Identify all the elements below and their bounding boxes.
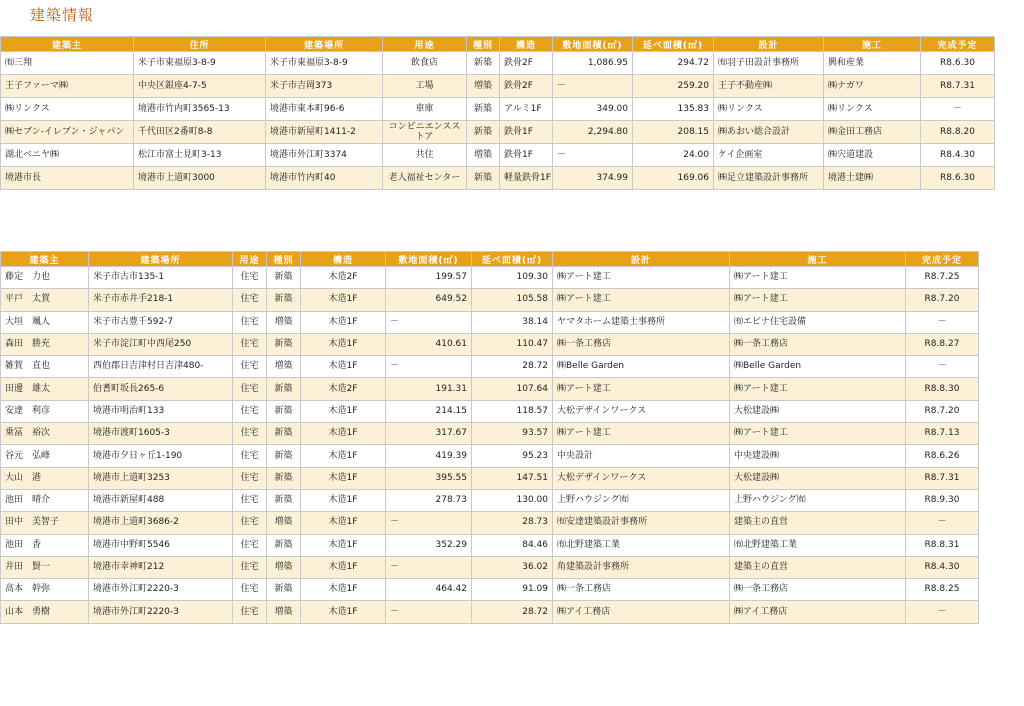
table-cell: 山本 勇樹 xyxy=(1,601,89,623)
table-cell: 池田 香 xyxy=(1,534,89,556)
table-cell: ㈱一条工務店 xyxy=(730,333,906,355)
table-cell: 住宅 xyxy=(233,489,267,511)
table-cell: ㈲三翔 xyxy=(1,52,134,75)
table-cell: 新築 xyxy=(267,579,301,601)
table-cell: ㈱足立建築設計事務所 xyxy=(714,167,824,190)
table-cell: 208.15 xyxy=(633,121,714,144)
table-row xyxy=(1,601,979,623)
table-cell: 新築 xyxy=(267,534,301,556)
table-cell: 王子ファーマ㈱ xyxy=(1,75,134,98)
table-cell: 118.57 xyxy=(472,400,553,422)
table-cell: R8.7.20 xyxy=(906,289,979,311)
column-header: 施工 xyxy=(730,252,906,267)
table-cell: ヤマタホーム建築士事務所 xyxy=(553,311,730,333)
table-cell: 安達 利彦 xyxy=(1,400,89,422)
table-row xyxy=(1,98,995,121)
table-cell: R8.8.30 xyxy=(906,378,979,400)
table-cell: 大松建設㈱ xyxy=(730,400,906,422)
table-cell: 317.67 xyxy=(386,423,472,445)
table-cell: R8.7.13 xyxy=(906,423,979,445)
column-header: 種別 xyxy=(267,252,301,267)
table-cell: 28.73 xyxy=(472,512,553,534)
table-cell: 車庫 xyxy=(383,98,467,121)
table-cell: 乗冨 裕次 xyxy=(1,423,89,445)
table-cell: 増築 xyxy=(467,75,500,98)
table-cell: 谷元 弘峰 xyxy=(1,445,89,467)
table-cell: 住宅 xyxy=(233,467,267,489)
table-cell: 増築 xyxy=(267,356,301,378)
table-cell: 伯耆町坂長265-6 xyxy=(89,378,233,400)
table-cell: 境港市上道町3686-2 xyxy=(89,512,233,534)
table-cell: 木造1F xyxy=(301,489,386,511)
table-cell: R8.8.25 xyxy=(906,579,979,601)
table-cell: 105.58 xyxy=(472,289,553,311)
table-cell: 新築 xyxy=(267,423,301,445)
table-cell: ㈱アイ工務店 xyxy=(553,601,730,623)
table-cell: R8.7.31 xyxy=(921,75,995,98)
table-cell: 平戸 太賀 xyxy=(1,289,89,311)
table-cell: ㈱アイ工務店 xyxy=(730,601,906,623)
column-header: 建築主 xyxy=(1,252,89,267)
table-cell: 池田 晴介 xyxy=(1,489,89,511)
table-row xyxy=(1,579,979,601)
table-cell: 199.57 xyxy=(386,267,472,289)
table-cell: 住宅 xyxy=(233,289,267,311)
table-cell: R8.6.30 xyxy=(921,167,995,190)
table-cell: 大松建設㈱ xyxy=(730,467,906,489)
table-cell: 建築主の直営 xyxy=(730,556,906,578)
table-cell: 大松デザインワークス xyxy=(553,467,730,489)
table-cell: ㈲安達建築設計事務所 xyxy=(553,512,730,534)
table-cell: 境港市外江町2220-3 xyxy=(89,579,233,601)
table-row xyxy=(1,445,979,467)
table-cell: 24.00 xyxy=(633,144,714,167)
table-cell: 境港市渡町1605-3 xyxy=(89,423,233,445)
table-cell: ㈲エビナ住宅設備 xyxy=(730,311,906,333)
table-cell: 興和産業 xyxy=(824,52,921,75)
page-title: 建築情報 xyxy=(30,6,95,24)
table-cell: 木造1F xyxy=(301,400,386,422)
table-cell: － xyxy=(921,98,995,121)
table-cell: 鉄骨2F xyxy=(500,75,553,98)
table-cell: 木造1F xyxy=(301,423,386,445)
table-row xyxy=(1,356,979,378)
table-cell: 新築 xyxy=(267,267,301,289)
table-cell: ㈱アート建工 xyxy=(730,267,906,289)
table-cell: 110.47 xyxy=(472,333,553,355)
table-cell: 649.52 xyxy=(386,289,472,311)
table-cell: 1,086.95 xyxy=(553,52,633,75)
table-cell: 増築 xyxy=(267,601,301,623)
table-cell: 増築 xyxy=(467,144,500,167)
table-cell: － xyxy=(386,512,472,534)
table-cell: 増築 xyxy=(267,556,301,578)
table-cell: 新築 xyxy=(267,333,301,355)
table-row xyxy=(1,267,979,289)
table-cell: 西伯郡日吉津村日吉津480- xyxy=(89,356,233,378)
table-cell: 建築主の直営 xyxy=(730,512,906,534)
column-header: 完成予定 xyxy=(906,252,979,267)
table-cell: － xyxy=(906,356,979,378)
table-cell: 28.72 xyxy=(472,356,553,378)
table-cell: 352.29 xyxy=(386,534,472,556)
table-cell: 大山 港 xyxy=(1,467,89,489)
table-cell: ㈲北野建築工業 xyxy=(730,534,906,556)
table-cell: 214.15 xyxy=(386,400,472,422)
column-header: 構造 xyxy=(301,252,386,267)
table-cell: 木造1F xyxy=(301,556,386,578)
table-cell: ㈱アート建工 xyxy=(553,289,730,311)
table-cell: 84.46 xyxy=(472,534,553,556)
table-cell: 349.00 xyxy=(553,98,633,121)
table-cell: ㈲北野建築工業 xyxy=(553,534,730,556)
column-header: 敷地面積(㎡) xyxy=(386,252,472,267)
column-header: 用途 xyxy=(233,252,267,267)
table-cell: 新築 xyxy=(467,52,500,75)
table-cell: R8.7.31 xyxy=(906,467,979,489)
table-cell: 新築 xyxy=(267,489,301,511)
table-cell: ㈱アート建工 xyxy=(730,378,906,400)
table-cell: 境港市明治町133 xyxy=(89,400,233,422)
table-cell: 田邊 雄太 xyxy=(1,378,89,400)
table-row xyxy=(1,333,979,355)
table-cell: 王子不動産㈱ xyxy=(714,75,824,98)
table-cell: 米子市淀江町中西尾250 xyxy=(89,333,233,355)
table-cell: 共住 xyxy=(383,144,467,167)
table-cell: 木造1F xyxy=(301,579,386,601)
table-cell: 住宅 xyxy=(233,579,267,601)
table-cell: 395.55 xyxy=(386,467,472,489)
table-cell: 新築 xyxy=(467,121,500,144)
column-header: 用途 xyxy=(383,37,467,52)
table-cell: R8.8.31 xyxy=(906,534,979,556)
table-cell: 境港市上道町3000 xyxy=(134,167,266,190)
table-cell: 木造1F xyxy=(301,512,386,534)
table-cell: － xyxy=(386,556,472,578)
table-cell: ㈱Belle Garden xyxy=(730,356,906,378)
column-header: 設計 xyxy=(714,37,824,52)
table-cell: － xyxy=(553,144,633,167)
table-row xyxy=(1,400,979,422)
table-cell: 米子市古豊千592-7 xyxy=(89,311,233,333)
table-row xyxy=(1,121,995,144)
table-cell: 419.39 xyxy=(386,445,472,467)
table-cell: 36.02 xyxy=(472,556,553,578)
table-cell: 新築 xyxy=(467,167,500,190)
table-cell: 259.20 xyxy=(633,75,714,98)
table-cell: － xyxy=(386,356,472,378)
table-cell: － xyxy=(386,311,472,333)
table-cell: 境港市中野町5546 xyxy=(89,534,233,556)
table-cell: ㈲羽子田設計事務所 xyxy=(714,52,824,75)
table-cell: 住宅 xyxy=(233,378,267,400)
table-row xyxy=(1,144,995,167)
table-cell: 湖北ベニヤ㈱ xyxy=(1,144,134,167)
table-cell: R8.8.20 xyxy=(921,121,995,144)
table-row xyxy=(1,512,979,534)
table-cell: 松江市富士見町3-13 xyxy=(134,144,266,167)
column-header: 種別 xyxy=(467,37,500,52)
table-cell: 木造1F xyxy=(301,467,386,489)
table-cell: 境港市竹内町3565-13 xyxy=(134,98,266,121)
table-cell: 増築 xyxy=(267,512,301,534)
table-header-row xyxy=(1,252,979,267)
table-cell: 高本 幹弥 xyxy=(1,579,89,601)
table-cell: 境港土建㈱ xyxy=(824,167,921,190)
table-cell: R8.8.27 xyxy=(906,333,979,355)
table-cell: 107.64 xyxy=(472,378,553,400)
table-cell: 住宅 xyxy=(233,356,267,378)
table-cell: アルミ1F xyxy=(500,98,553,121)
table-cell: 森田 勝充 xyxy=(1,333,89,355)
table-cell: ㈱一条工務店 xyxy=(553,579,730,601)
table-cell: 147.51 xyxy=(472,467,553,489)
table-cell: 新築 xyxy=(267,445,301,467)
table-cell: 境港市外江町2220-3 xyxy=(89,601,233,623)
table-cell: 上野ハウジング㈲ xyxy=(553,489,730,511)
column-header: 設計 xyxy=(553,252,730,267)
table-row xyxy=(1,467,979,489)
table-cell: － xyxy=(906,512,979,534)
table-cell: 374.99 xyxy=(553,167,633,190)
table-cell: R8.6.30 xyxy=(921,52,995,75)
column-header: 住所 xyxy=(134,37,266,52)
table-cell: ㈱一条工務店 xyxy=(730,579,906,601)
table-cell: 藤定 力也 xyxy=(1,267,89,289)
table-cell: 新築 xyxy=(267,400,301,422)
table-cell: ㈱リンクス xyxy=(1,98,134,121)
table-cell: 田中 美智子 xyxy=(1,512,89,534)
table-cell: 鉄骨1F xyxy=(500,144,553,167)
table-cell: 境港市上道町3253 xyxy=(89,467,233,489)
table-cell: ㈱アート建工 xyxy=(553,423,730,445)
column-header: 建築場所 xyxy=(89,252,233,267)
table-cell: 境港市長 xyxy=(1,167,134,190)
table-cell: ㈱アート建工 xyxy=(553,267,730,289)
table-cell: 大松デザインワークス xyxy=(553,400,730,422)
column-header: 建築主 xyxy=(1,37,134,52)
table-cell: 井田 賢一 xyxy=(1,556,89,578)
table-cell: 28.72 xyxy=(472,601,553,623)
table-cell: 木造2F xyxy=(301,378,386,400)
table-cell: 木造1F xyxy=(301,601,386,623)
table-cell: － xyxy=(906,311,979,333)
table-cell: 新築 xyxy=(267,289,301,311)
table-cell: 住宅 xyxy=(233,534,267,556)
table-cell: 中央区銀座4-7-5 xyxy=(134,75,266,98)
table-cell: 千代田区2番町8-8 xyxy=(134,121,266,144)
table-row xyxy=(1,289,979,311)
table-cell: ㈱宍道建設 xyxy=(824,144,921,167)
table-cell: 飲食店 xyxy=(383,52,467,75)
building-info-table-commercial xyxy=(0,36,995,190)
column-header: 構造 xyxy=(500,37,553,52)
column-header: 完成予定 xyxy=(921,37,995,52)
table-cell: 住宅 xyxy=(233,311,267,333)
table-cell: 境港市幸神町212 xyxy=(89,556,233,578)
table-cell: 大垣 颯人 xyxy=(1,311,89,333)
table-cell: 住宅 xyxy=(233,333,267,355)
table-cell: 135.83 xyxy=(633,98,714,121)
table-cell: コンビニエンスストア xyxy=(383,121,467,144)
table-cell: 雑賀 直也 xyxy=(1,356,89,378)
table-row xyxy=(1,378,979,400)
building-info-table-residential xyxy=(0,251,979,624)
column-header: 敷地面積(㎡) xyxy=(553,37,633,52)
table-cell: ㈱金田工務店 xyxy=(824,121,921,144)
table-cell: 鉄骨2F xyxy=(500,52,553,75)
table-cell: 上野ハウジング㈲ xyxy=(730,489,906,511)
column-header: 延べ面積(㎡) xyxy=(633,37,714,52)
table-cell: 中央設計 xyxy=(553,445,730,467)
table-cell: 2,294.80 xyxy=(553,121,633,144)
table-cell: R8.4.30 xyxy=(906,556,979,578)
table-cell: R8.7.20 xyxy=(906,400,979,422)
table-cell: 95.23 xyxy=(472,445,553,467)
table-cell: 軽量鉄骨1F xyxy=(500,167,553,190)
table-cell: 130.00 xyxy=(472,489,553,511)
table-cell: ㈱Belle Garden xyxy=(553,356,730,378)
table-cell: 住宅 xyxy=(233,423,267,445)
table-header-row xyxy=(1,37,995,52)
table-cell: 410.61 xyxy=(386,333,472,355)
table-cell: 米子市吉岡373 xyxy=(266,75,383,98)
table-row xyxy=(1,311,979,333)
table-row xyxy=(1,423,979,445)
table-cell: ㈱セブン-イレブン・ジャパン xyxy=(1,121,134,144)
table-row xyxy=(1,489,979,511)
table-cell: 住宅 xyxy=(233,400,267,422)
table-cell: 278.73 xyxy=(386,489,472,511)
table-cell: ㈱アート建工 xyxy=(553,378,730,400)
table-cell: 木造1F xyxy=(301,311,386,333)
table-cell: 老人福祉センター xyxy=(383,167,467,190)
column-header: 建築場所 xyxy=(266,37,383,52)
table-cell: ケイ企画室 xyxy=(714,144,824,167)
table-cell: R8.9.30 xyxy=(906,489,979,511)
table-row xyxy=(1,534,979,556)
table-cell: R8.7.25 xyxy=(906,267,979,289)
table-cell: 38.14 xyxy=(472,311,553,333)
column-header: 施工 xyxy=(824,37,921,52)
table-cell: 木造1F xyxy=(301,445,386,467)
table-cell: 169.06 xyxy=(633,167,714,190)
table-cell: 工場 xyxy=(383,75,467,98)
table-cell: 住宅 xyxy=(233,267,267,289)
table-cell: 93.57 xyxy=(472,423,553,445)
table-cell: 境港市東本町96-6 xyxy=(266,98,383,121)
table-cell: 米子市赤井手218-1 xyxy=(89,289,233,311)
table-cell: 米子市古市135-1 xyxy=(89,267,233,289)
table-cell: ㈱リンクス xyxy=(824,98,921,121)
table-cell: 境港市夕日ヶ丘1-190 xyxy=(89,445,233,467)
table-cell: 新築 xyxy=(467,98,500,121)
table-cell: － xyxy=(386,601,472,623)
table-row xyxy=(1,556,979,578)
table-cell: 木造1F xyxy=(301,333,386,355)
table-cell: － xyxy=(906,601,979,623)
table-cell: 91.09 xyxy=(472,579,553,601)
table-cell: ㈱一条工務店 xyxy=(553,333,730,355)
table-cell: － xyxy=(553,75,633,98)
table-cell: ㈱アート建工 xyxy=(730,423,906,445)
table-cell: 境港市新屋町1411-2 xyxy=(266,121,383,144)
table-cell: 191.31 xyxy=(386,378,472,400)
table-cell: R8.6.26 xyxy=(906,445,979,467)
table-cell: 木造1F xyxy=(301,534,386,556)
table-cell: 294.72 xyxy=(633,52,714,75)
table-cell: 増築 xyxy=(267,311,301,333)
table-row xyxy=(1,75,995,98)
table-cell: 境港市新屋町488 xyxy=(89,489,233,511)
table-row xyxy=(1,167,995,190)
column-header: 延べ面積(㎡) xyxy=(472,252,553,267)
table-cell: 木造1F xyxy=(301,356,386,378)
table-cell: ㈱アート建工 xyxy=(730,289,906,311)
table-cell: 米子市東福原3-8-9 xyxy=(134,52,266,75)
table-cell: R8.4.30 xyxy=(921,144,995,167)
table-cell: 中央建設㈱ xyxy=(730,445,906,467)
table-cell: 109.30 xyxy=(472,267,553,289)
table-cell: 米子市東福原3-8-9 xyxy=(266,52,383,75)
table-cell: 住宅 xyxy=(233,445,267,467)
table-row xyxy=(1,52,995,75)
table-cell: 鉄骨1F xyxy=(500,121,553,144)
table-cell: ㈱リンクス xyxy=(714,98,824,121)
table-cell: ㈱あおい総合設計 xyxy=(714,121,824,144)
table-cell: 木造2F xyxy=(301,267,386,289)
table-cell: 境港市外江町3374 xyxy=(266,144,383,167)
table-cell: 新築 xyxy=(267,467,301,489)
table-cell: ㈱ナガワ xyxy=(824,75,921,98)
table-cell: 境港市竹内町40 xyxy=(266,167,383,190)
table-cell: 464.42 xyxy=(386,579,472,601)
table-cell: 住宅 xyxy=(233,512,267,534)
table-cell: 木造1F xyxy=(301,289,386,311)
table-cell: 角建築設計事務所 xyxy=(553,556,730,578)
table-cell: 住宅 xyxy=(233,601,267,623)
table-cell: 新築 xyxy=(267,378,301,400)
table-cell: 住宅 xyxy=(233,556,267,578)
